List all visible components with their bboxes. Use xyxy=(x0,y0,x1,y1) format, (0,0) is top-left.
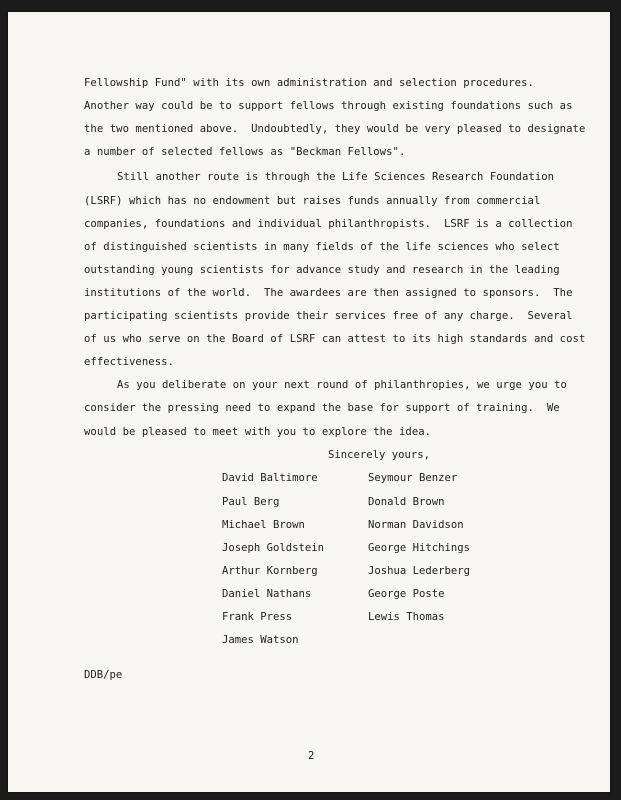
body-line: would be pleased to meet with you to explore the idea. xyxy=(84,426,432,438)
signatory-name: Donald Brown xyxy=(368,496,445,508)
signatory-name: Joseph Goldstein xyxy=(222,542,325,554)
body-line: of distinguished scientists in many fields of the life sciences who select xyxy=(84,241,560,253)
body-line: participating scientists provide their services free of any charge. Several xyxy=(84,310,573,322)
signatory-name: James Watson xyxy=(222,634,299,646)
body-line: consider the pressing need to expand the base for support of training. We xyxy=(84,402,560,414)
signatory-name: Seymour Benzer xyxy=(368,472,458,484)
signatory-name: George Poste xyxy=(368,588,445,600)
signatory-name: Frank Press xyxy=(222,611,293,623)
signatory-name: Joshua Lederberg xyxy=(368,565,471,577)
body-line: Fellowship Fund" with its own administration and selection procedures. xyxy=(84,77,534,89)
signatory-name: David Baltimore xyxy=(222,472,318,484)
body-line: Another way could be to support fellows through existing foundations such as xyxy=(84,100,573,112)
signatory-name: Daniel Nathans xyxy=(222,588,312,600)
letter-page xyxy=(8,12,610,792)
signatory-name: Arthur Kornberg xyxy=(222,565,318,577)
signatory-name: Norman Davidson xyxy=(368,519,464,531)
body-line: Still another route is through the Life Sciences Research Foundation xyxy=(117,171,555,183)
page-number: 2 xyxy=(308,750,315,762)
body-line: As you deliberate on your next round of philanthropies, we urge you to xyxy=(117,379,567,391)
body-line: effectiveness. xyxy=(84,356,174,368)
signatory-name: George Hitchings xyxy=(368,542,471,554)
body-line: a number of selected fellows as "Beckman Fellows". xyxy=(84,146,406,158)
body-line: institutions of the world. The awardees are then assigned to sponsors. The xyxy=(84,287,573,299)
typist-initials: DDB/pe xyxy=(84,669,123,681)
signatory-name: Paul Berg xyxy=(222,496,280,508)
body-line: outstanding young scientists for advance study and research in the leading xyxy=(84,264,560,276)
body-line: companies, foundations and individual philanthropists. LSRF is a collection xyxy=(84,218,573,230)
body-line: (LSRF) which has no endowment but raises funds annually from commercial xyxy=(84,195,541,207)
closing-salutation: Sincerely yours, xyxy=(328,449,431,461)
body-line: of us who serve on the Board of LSRF can attest to its high standards and cost xyxy=(84,333,586,345)
signatory-name: Lewis Thomas xyxy=(368,611,445,623)
body-line: the two mentioned above. Undoubtedly, they would be very pleased to designate xyxy=(84,123,586,135)
signatory-name: Michael Brown xyxy=(222,519,305,531)
